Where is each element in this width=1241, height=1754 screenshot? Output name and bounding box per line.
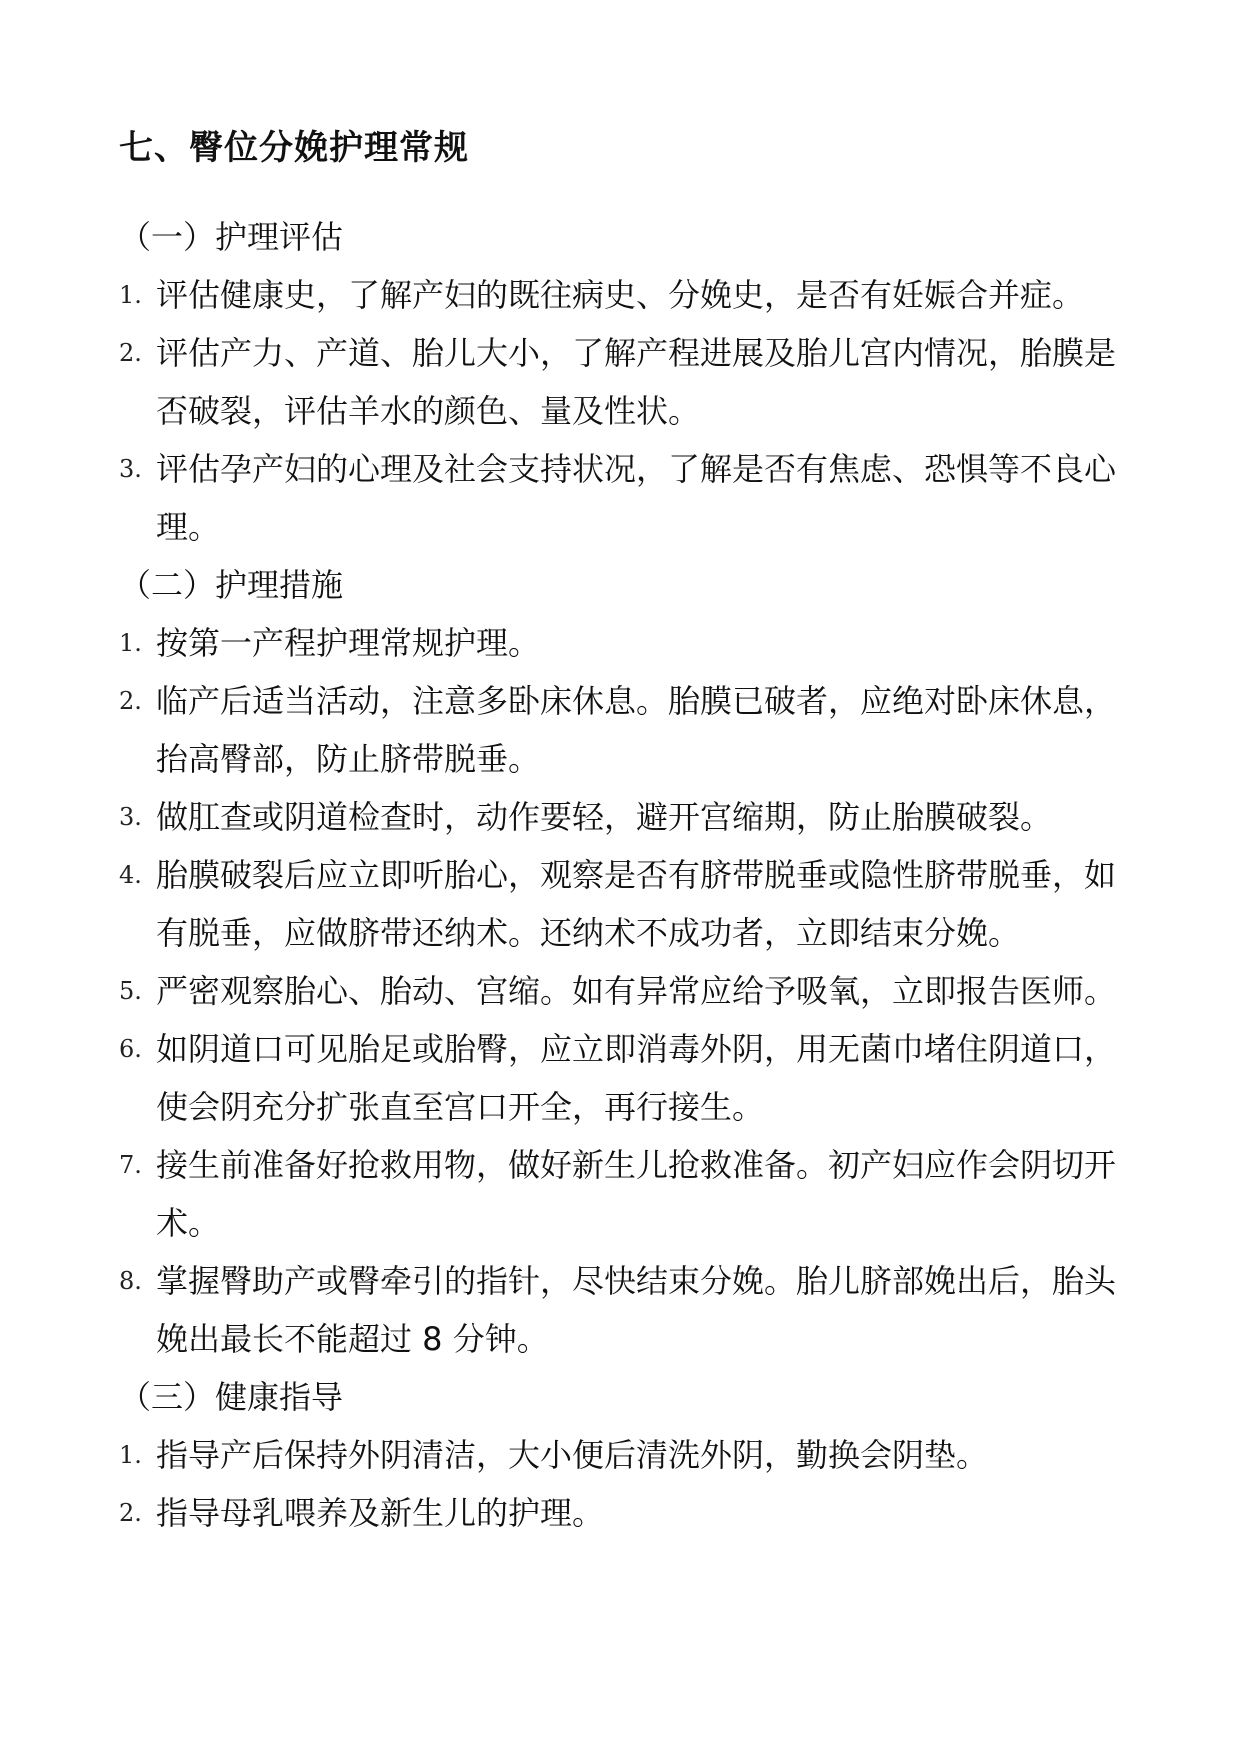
list-item-text: 临产后适当活动，注意多卧床休息。胎膜已破者，应绝对卧床休息，抬高臀部，防止脐带脱垂。: [156, 682, 1117, 778]
list-item-text: 评估健康史，了解产妇的既往病史、分娩史，是否有妊娠合并症。: [156, 276, 1085, 314]
list-item-number: 2.: [119, 687, 142, 715]
section-assessment: [119, 208, 1139, 556]
list-item: [119, 266, 1139, 324]
section-health-guidance: [119, 1368, 1139, 1542]
list-item-number: 1.: [119, 281, 142, 309]
section-heading: （三）健康指导: [119, 1378, 344, 1416]
list-item: [119, 962, 1139, 1020]
list-item-number: 2.: [119, 339, 142, 367]
section-heading: （二）护理措施: [119, 566, 344, 604]
list-item-text: 掌握臀助产或臀牵引的指针，尽快结束分娩。胎儿脐部娩出后，胎头娩出最长不能超过 8 分钟。: [156, 1262, 1117, 1358]
list-item: [119, 846, 1139, 962]
list-item-number: 7.: [119, 1151, 142, 1179]
list-item-text: 接生前准备好抢救用物，做好新生儿抢救准备。初产妇应作会阴切开术。: [156, 1146, 1117, 1242]
list-item-text: 胎膜破裂后应立即听胎心，观察是否有脐带脱垂或隐性脐带脱垂，如有脱垂，应做脐带还纳术。还纳术不成功者，立即结束分娩。: [156, 856, 1117, 952]
list-item: [119, 1426, 1139, 1484]
list-item-text: 如阴道口可见胎足或胎臀，应立即消毒外阴，用无菌巾堵住阴道口，使会阴充分扩张直至宫口开全，再行接生。: [156, 1030, 1117, 1126]
list-item-number: 5.: [119, 977, 142, 1005]
document-body: [119, 208, 1139, 1542]
list-item-number: 4.: [119, 861, 142, 889]
list-item-number: 2.: [119, 1499, 142, 1527]
list-item-number: 6.: [119, 1035, 142, 1063]
section-heading: （一）护理评估: [119, 218, 344, 256]
section-measures: [119, 556, 1139, 1368]
list-item-text: 指导产后保持外阴清洁，大小便后清洗外阴，勤换会阴垫。: [156, 1436, 989, 1474]
list-item-number: 1.: [119, 629, 142, 657]
list-item: [119, 1136, 1139, 1252]
list-item: [119, 1484, 1139, 1542]
list-item-number: 8.: [119, 1267, 142, 1295]
list-item: [119, 672, 1139, 788]
list-item: [119, 614, 1139, 672]
list-item: [119, 788, 1139, 846]
guidance-list: [119, 1426, 1139, 1542]
list-item-text: 指导母乳喂养及新生儿的护理。: [156, 1494, 605, 1532]
list-item: [119, 440, 1139, 556]
list-item-number: 1.: [119, 1441, 142, 1469]
list-item-number: 3.: [119, 455, 142, 483]
list-item: [119, 324, 1139, 440]
measures-list: [119, 614, 1139, 1368]
list-item-text: 做肛查或阴道检查时，动作要轻，避开宫缩期，防止胎膜破裂。: [156, 798, 1053, 836]
list-item-text: 评估孕产妇的心理及社会支持状况，了解是否有焦虑、恐惧等不良心理。: [156, 450, 1117, 546]
document-title: 七、臀位分娩护理常规: [119, 128, 469, 168]
list-item-text: 严密观察胎心、胎动、宫缩。如有异常应给予吸氧，立即报告医师。: [156, 972, 1117, 1010]
list-item-number: 3.: [119, 803, 142, 831]
list-item: [119, 1252, 1139, 1368]
list-item-text: 评估产力、产道、胎儿大小，了解产程进展及胎儿宫内情况，胎膜是否破裂，评估羊水的颜色、量及性状。: [156, 334, 1117, 430]
list-item: [119, 1020, 1139, 1136]
list-item-text: 按第一产程护理常规护理。: [156, 624, 541, 662]
assessment-list: [119, 266, 1139, 556]
